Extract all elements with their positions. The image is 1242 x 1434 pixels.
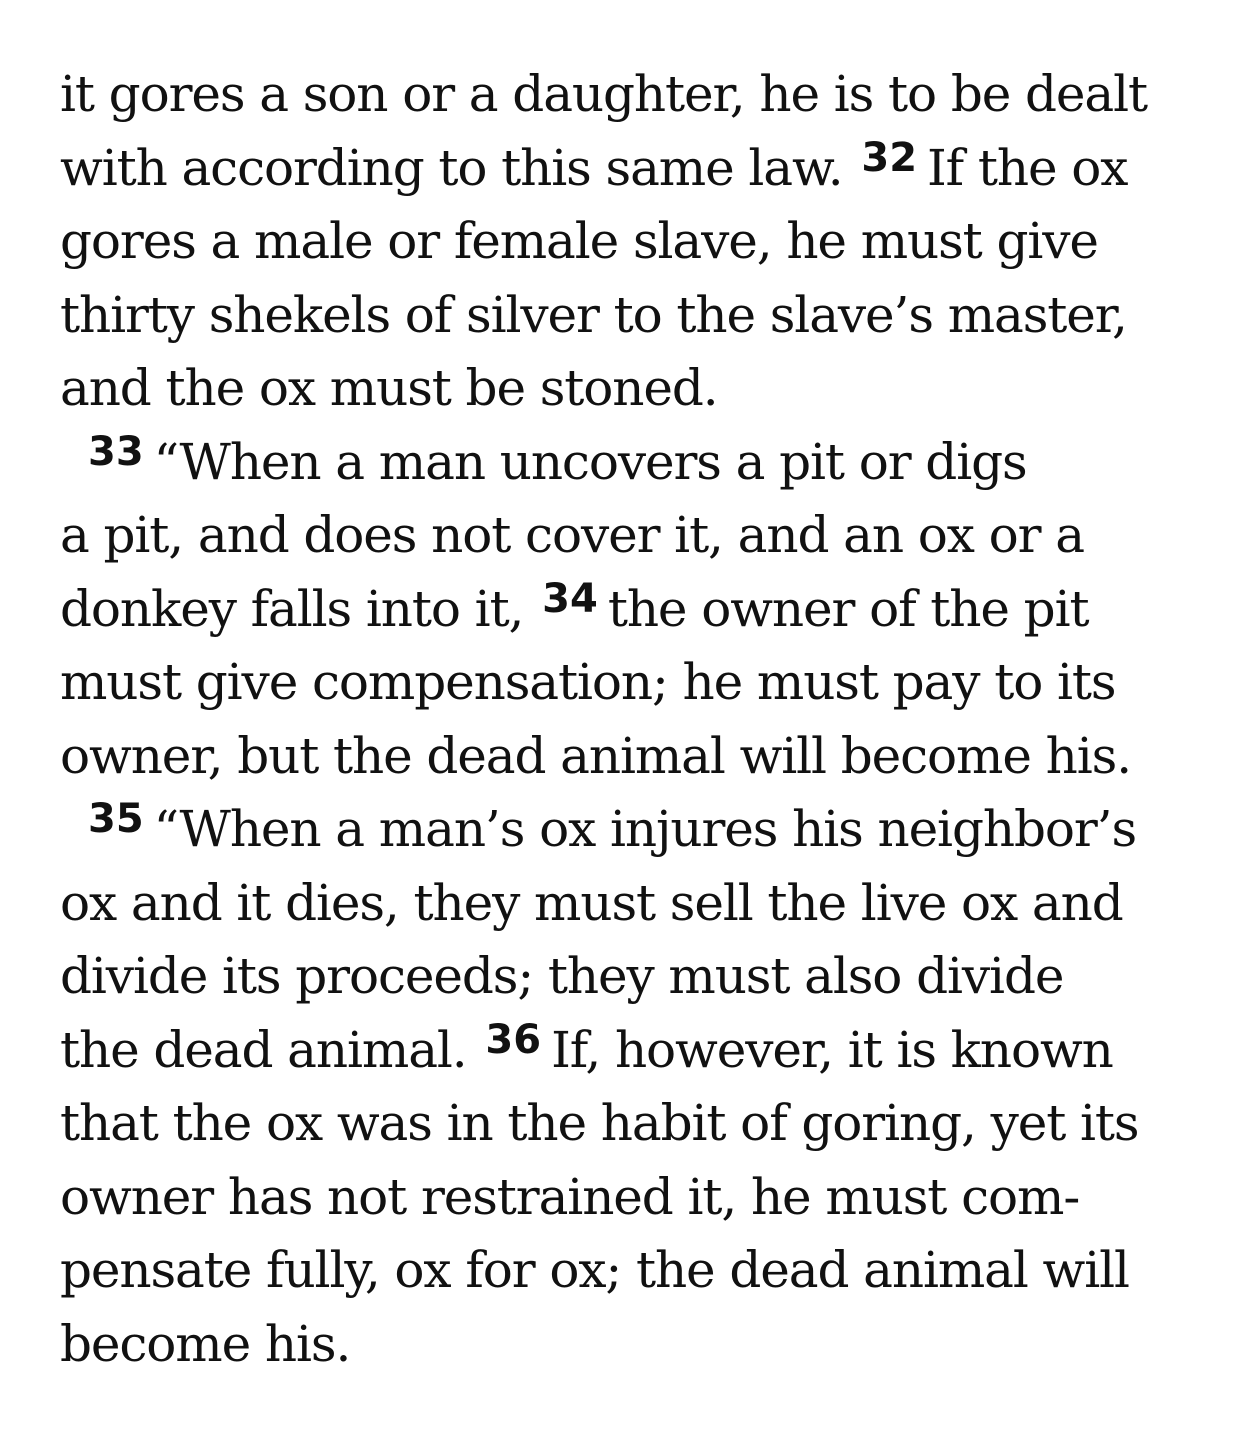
text-line [60, 867, 1210, 941]
text-segment: must give compensation; he must pay to its [60, 653, 1116, 711]
text-line [60, 793, 1210, 867]
text-segment: If the ox [927, 138, 1128, 197]
text-segment: If, however, it is known [551, 1020, 1113, 1079]
text-segment: thirty shekels of silver to the slave’s master, [60, 285, 1127, 344]
text-segment: ox and it dies, they must sell the live ox and [60, 873, 1123, 932]
verse-number-32: 32 [861, 134, 918, 181]
verse-number-33: 33 [88, 428, 144, 475]
verse-number-34: 34 [542, 575, 598, 622]
text-segment: owner has not restrained it, he must com- [60, 1167, 1080, 1226]
text-segment: pensate fully, ox for ox; the dead animal will [60, 1241, 1129, 1299]
text-line [60, 426, 1210, 500]
text-line [60, 279, 1210, 353]
text-segment: it gores a son or a daughter, he is to be dealt [60, 65, 1147, 123]
text-segment: a pit, and does not cover it, and an ox or a [60, 506, 1084, 564]
text-segment: with according to this same law. [60, 138, 843, 197]
text-line [60, 1014, 1210, 1088]
text-segment: divide its proceeds; they must also divide [60, 947, 1064, 1005]
text-line [60, 58, 1210, 132]
verse-number-36: 36 [485, 1016, 542, 1063]
text-line [60, 205, 1210, 279]
text-segment: gores a male or female slave, he must give [60, 212, 1098, 270]
text-segment: the owner of the pit [607, 579, 1089, 638]
text-segment: and the ox must be stoned. [60, 359, 718, 417]
text-line [60, 720, 1210, 794]
text-line [60, 573, 1210, 647]
text-line [60, 352, 1210, 426]
text-segment: “When a man uncovers a pit or digs [153, 432, 1027, 491]
text-line [60, 1087, 1210, 1161]
verse-number-35: 35 [88, 796, 144, 842]
text-line [60, 499, 1210, 573]
text-segment: the dead animal. [60, 1020, 467, 1079]
text-line [60, 132, 1210, 206]
text-segment: owner, but the dead animal will become his. [60, 726, 1131, 785]
text-segment: “When a man’s ox injures his neighbor’s [153, 800, 1137, 858]
text-line [60, 646, 1210, 720]
text-line [60, 1161, 1210, 1235]
text-line [60, 1234, 1210, 1308]
scripture-passage [60, 58, 1210, 1381]
text-segment: that the ox was in the habit of goring, yet its [60, 1094, 1139, 1152]
text-line [60, 940, 1210, 1014]
text-segment: donkey falls into it, [60, 579, 524, 638]
text-line [60, 1308, 1210, 1382]
text-segment: become his. [60, 1314, 351, 1373]
